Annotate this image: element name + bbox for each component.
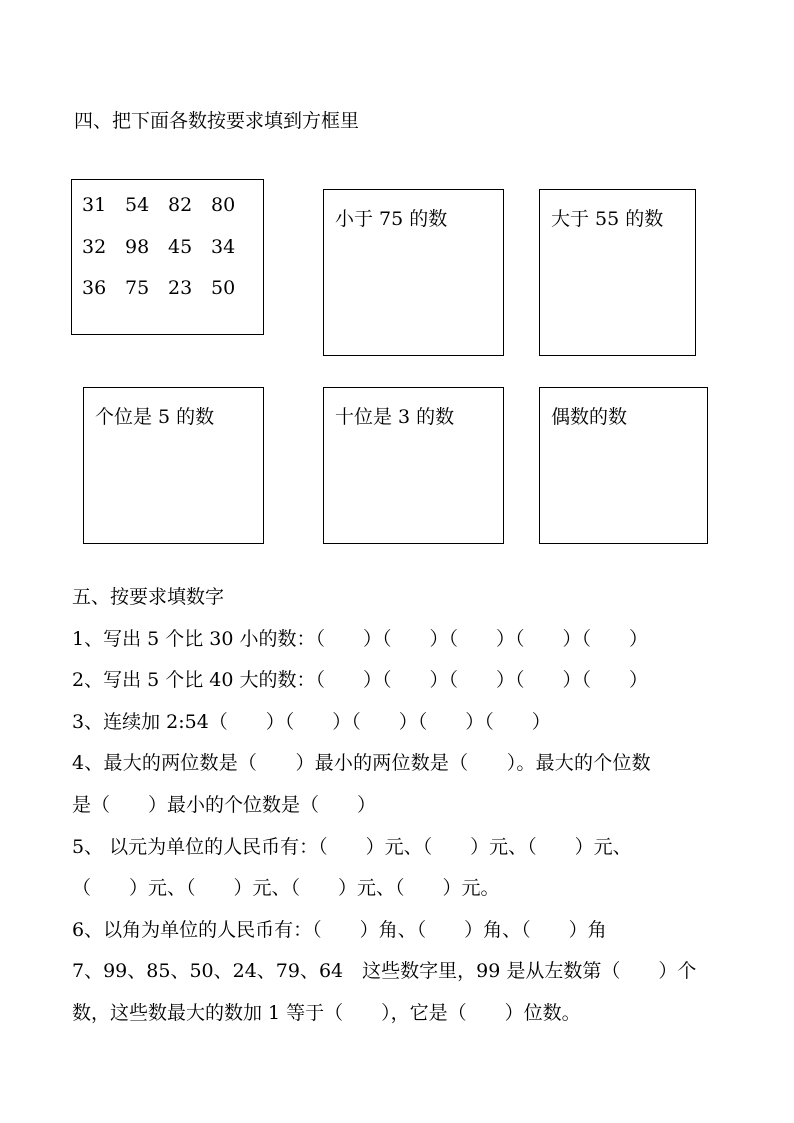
number-cell: 82 xyxy=(168,194,193,216)
number-cell: 31 xyxy=(82,194,107,216)
ones-digit-5-box[interactable] xyxy=(83,387,264,544)
tens-digit-3-box[interactable] xyxy=(323,387,504,544)
question-line: 数，这些数最大的数加 1 等于（ ），它是（ ）位数。 xyxy=(72,1001,581,1024)
number-cell: 34 xyxy=(211,235,236,258)
number-cell: 32 xyxy=(82,235,107,258)
number-cell: 54 xyxy=(125,194,150,216)
number-row xyxy=(82,236,254,278)
number-cell: 50 xyxy=(211,277,236,299)
even-numbers-label: 偶数的数 xyxy=(551,406,628,428)
section-5 xyxy=(72,585,732,1043)
number-cell: 98 xyxy=(125,235,150,258)
number-cell: 36 xyxy=(82,277,107,299)
question-line: 1、写出 5 个比 30 小的数：（ ）（ ）（ ）（ ）（ ） xyxy=(72,627,649,650)
tens-digit-3-label: 十位是 3 的数 xyxy=(335,406,455,428)
number-source-box xyxy=(71,179,264,335)
question-line: 3、连续加 2:54（ ）（ ）（ ）（ ）（ ） xyxy=(72,710,551,733)
section-5-title: 五、按要求填数字 xyxy=(72,586,225,608)
question-line: 4、最大的两位数是（ ）最小的两位数是（ ）。最大的个位数 xyxy=(72,752,651,775)
question-line: 2、写出 5 个比 40 大的数：（ ）（ ）（ ）（ ）（ ） xyxy=(72,669,649,692)
number-row xyxy=(82,194,254,236)
number-cell: 75 xyxy=(125,277,150,299)
question-line: 是（ ）最小的个位数是（ ） xyxy=(72,793,377,816)
question-line: 5、 以元为单位的人民币有：（ ）元、（ ）元、（ ）元、 xyxy=(72,835,632,858)
less-than-75-box[interactable] xyxy=(323,189,504,356)
question-line: 6、以角为单位的人民币有：（ ）角、（ ）角、（ ）角 xyxy=(72,918,607,941)
greater-than-55-label: 大于 55 的数 xyxy=(551,208,664,230)
number-cell: 45 xyxy=(168,235,193,258)
greater-than-55-box[interactable] xyxy=(539,189,696,356)
number-grid xyxy=(82,194,254,319)
less-than-75-label: 小于 75 的数 xyxy=(335,208,448,230)
question-line: 7、99、85、50、24、79、64 这些数字里，99 是从左数第（ ）个 xyxy=(72,960,697,983)
section-4-title: 四、把下面各数按要求填到方框里 xyxy=(74,110,360,132)
number-cell: 80 xyxy=(211,194,236,216)
number-cell: 23 xyxy=(168,277,193,299)
even-numbers-box[interactable] xyxy=(539,387,708,544)
number-row xyxy=(82,277,254,319)
ones-digit-5-label: 个位是 5 的数 xyxy=(95,406,215,428)
question-line: （ ）元、（ ）元、（ ）元、（ ）元。 xyxy=(72,877,500,900)
